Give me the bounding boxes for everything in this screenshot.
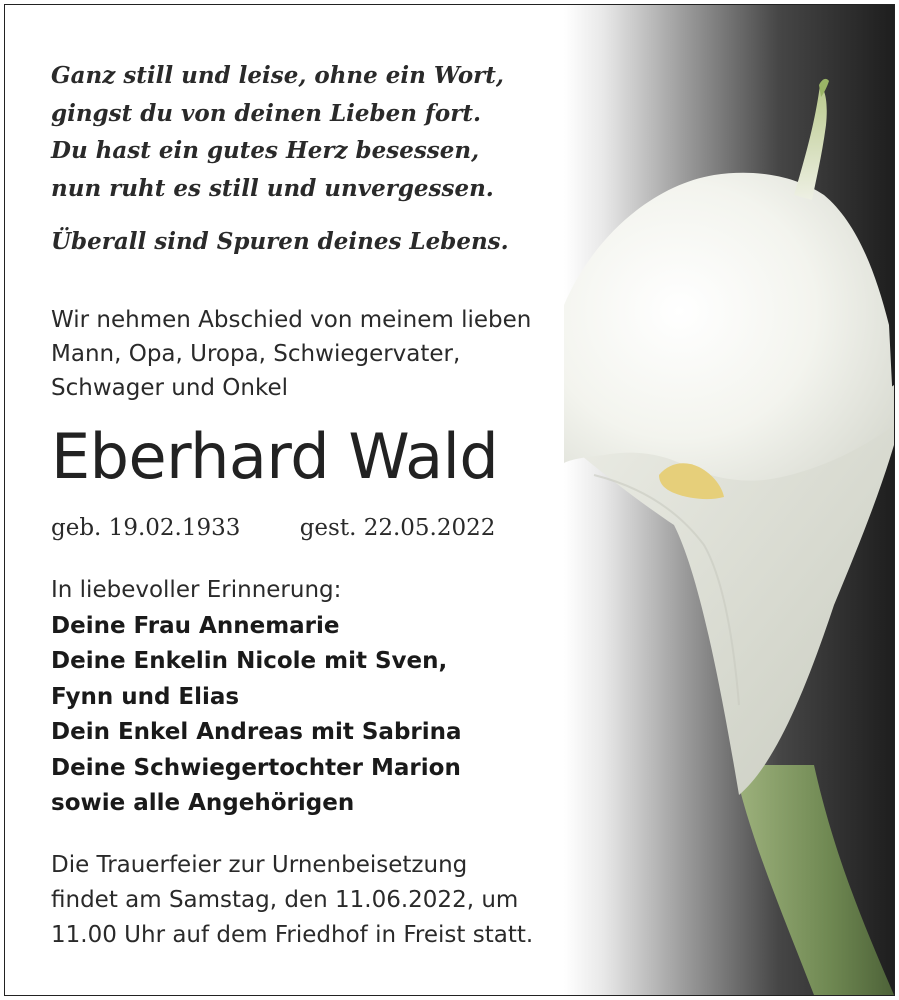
obituary-card: [4, 4, 895, 996]
calla-lily-icon: [564, 5, 894, 995]
mourner-line: Deine Schwiegertochter Marion: [51, 754, 461, 781]
intro-line: Mann, Opa, Uropa, Schwiegervater,: [51, 341, 461, 367]
poem-closing-line: Überall sind Spuren deines Lebens.: [51, 228, 509, 255]
poem-line: Du hast ein gutes Herz besessen,: [51, 137, 480, 164]
death-date: gest. 22.05.2022: [299, 515, 496, 541]
mourner-line: Deine Frau Annemarie: [51, 612, 340, 639]
farewell-intro: [51, 303, 531, 405]
poem-line: nun ruht es still und unvergessen.: [51, 174, 494, 202]
mourner-line: Dein Enkel Andreas mit Sabrina: [51, 719, 462, 745]
deceased-name: Eberhard Wald: [51, 420, 499, 493]
service-line: 11.00 Uhr auf dem Friedhof in Freist statt.: [51, 922, 534, 948]
poem-line: gingst du von deinen Lieben fort.: [51, 99, 481, 127]
intro-line: Schwager und Onkel: [51, 375, 289, 401]
life-dates: [51, 511, 495, 545]
birth-date: geb. 19.02.1933: [51, 515, 241, 541]
mourners-list: [51, 573, 462, 822]
service-line: Die Trauerfeier zur Urnenbeisetzung: [51, 852, 468, 878]
mourner-line: Deine Enkelin Nicole mit Sven,: [51, 648, 448, 674]
service-line: findet am Samstag, den 11.06.2022, um: [51, 887, 519, 913]
poem-line: Ganz still und leise, ohne ein Wort,: [51, 62, 504, 89]
mourner-line: sowie alle Angehörigen: [51, 790, 355, 816]
memorial-poem: [51, 57, 509, 261]
funeral-service-info: [51, 848, 533, 953]
memory-lead: In liebevoller Erinnerung:: [51, 577, 342, 603]
intro-line: Wir nehmen Abschied von meinem lieben: [51, 307, 532, 333]
mourner-line: Fynn und Elias: [51, 683, 240, 710]
